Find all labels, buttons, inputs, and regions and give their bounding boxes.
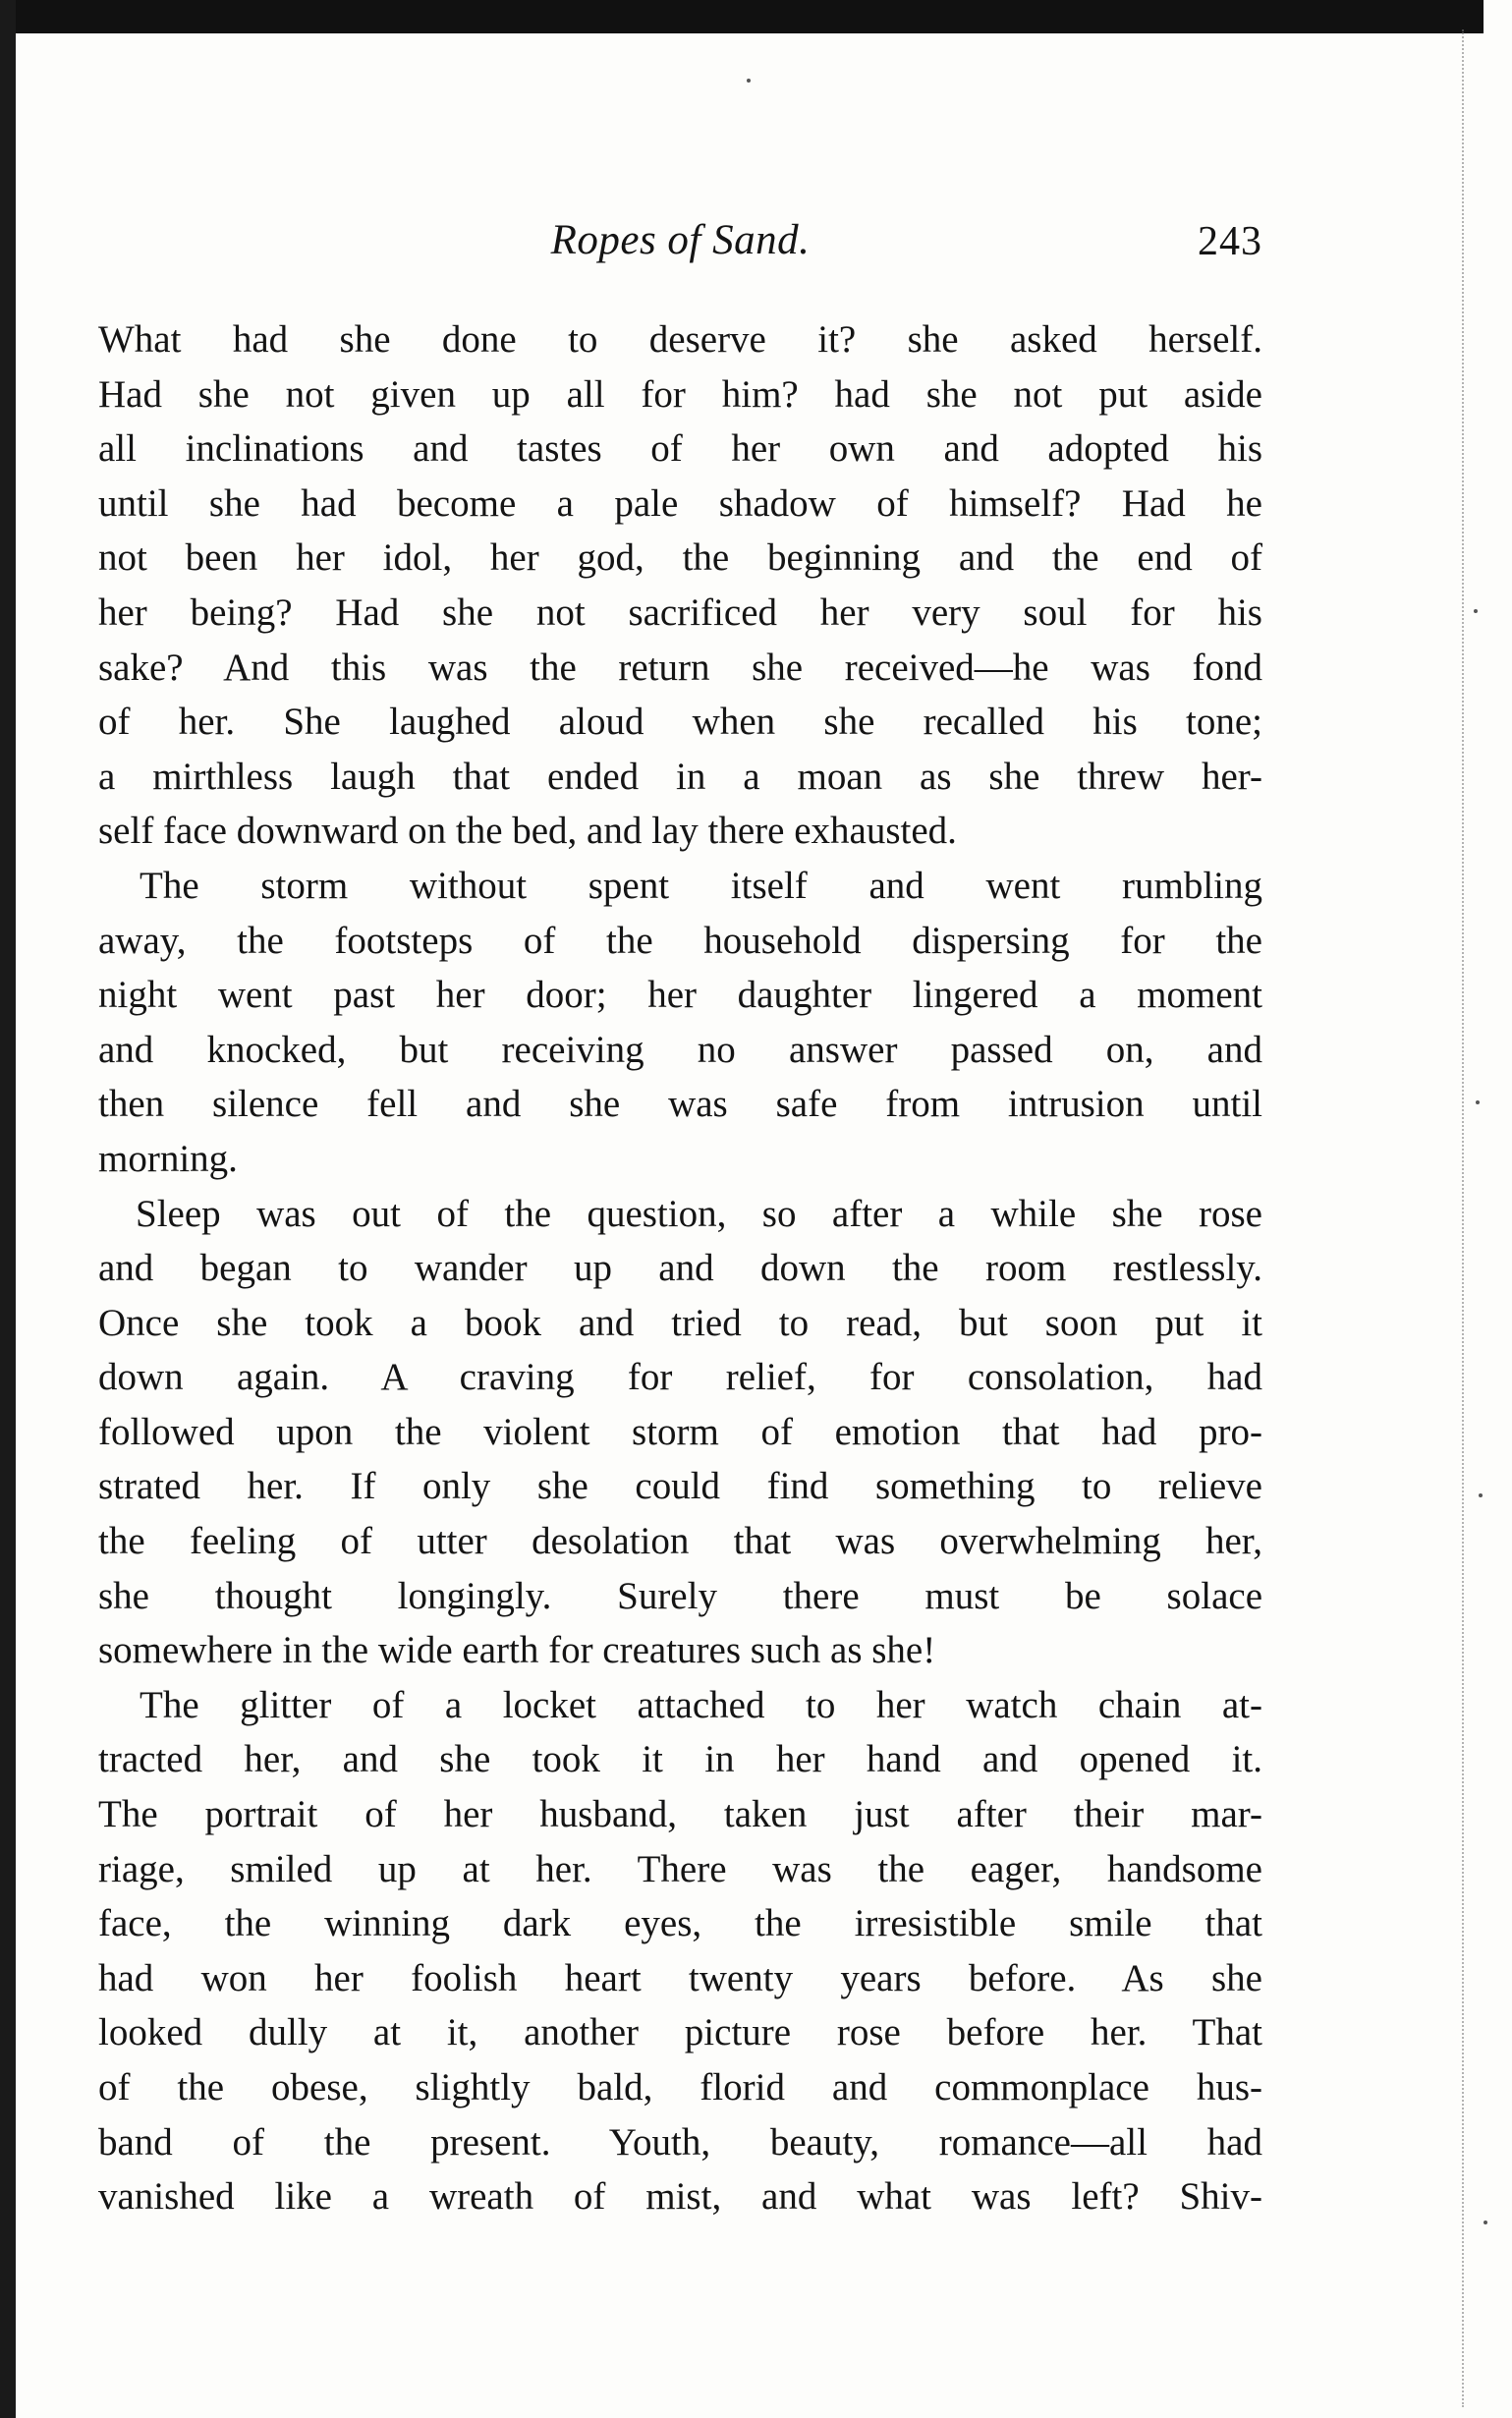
text-line: all inclinations and tastes of her own and adopted his xyxy=(98,427,1262,471)
scan-speck xyxy=(1484,2221,1487,2224)
text-line: looked dully at it, another picture rose before her. That xyxy=(98,2011,1262,2054)
text-line: Had she not given up all for him? had she not put aside xyxy=(98,372,1262,416)
page-number: 243 xyxy=(1198,219,1262,264)
text-line: The portrait of her husband, taken just after their mar- xyxy=(98,1793,1262,1836)
text-line: self face downward on the bed, and lay there exhausted. xyxy=(98,810,957,853)
text-line: The storm without spent itself and went rumbling xyxy=(140,864,1262,907)
text-line: not been her idol, her god, the beginning and the end of xyxy=(98,536,1262,580)
text-line: face, the winning dark eyes, the irresistible smile that xyxy=(98,1902,1262,1945)
text-line: of the obese, slightly bald, florid and commonplace hus- xyxy=(98,2066,1262,2109)
scan-speck xyxy=(1479,1493,1483,1497)
scan-speck xyxy=(747,79,751,83)
text-line: What had she done to deserve it? she asked herself. xyxy=(98,318,1262,361)
text-line: until she had become a pale shadow of himself? Had he xyxy=(98,481,1262,525)
text-line: riage, smiled up at her. There was the eager, handsome xyxy=(98,1847,1262,1890)
text-line: morning. xyxy=(98,1137,238,1180)
scan-border-left xyxy=(0,0,16,2418)
text-line: and knocked, but receiving no answer passed on, and xyxy=(98,1028,1262,1071)
text-line: vanished like a wreath of mist, and what was left? Shiv- xyxy=(98,2175,1262,2219)
text-line: down again. A craving for relief, for consolation, had xyxy=(98,1356,1262,1399)
scan-border-top xyxy=(0,0,1484,33)
running-title: Ropes of Sand. xyxy=(550,217,811,263)
text-line: the feeling of utter desolation that was overwhelming her, xyxy=(98,1520,1262,1563)
text-line: a mirthless laugh that ended in a moan as she threw her- xyxy=(98,755,1262,798)
text-line: followed upon the violent storm of emotion that had pro- xyxy=(98,1410,1262,1453)
text-line: and began to wander up and down the room restlessly. xyxy=(98,1247,1262,1290)
text-line: night went past her door; her daughter lingered a moment xyxy=(98,974,1262,1017)
text-line: Once she took a book and tried to read, but soon put it xyxy=(98,1301,1262,1344)
text-line: had won her foolish heart twenty years before. As she xyxy=(98,1956,1262,1999)
scan-gutter-right xyxy=(1462,29,1470,2407)
text-line: somewhere in the wide earth for creatures such as she! xyxy=(98,1629,936,1672)
text-line: of her. She laughed aloud when she recalled his tone; xyxy=(98,701,1262,744)
body-text xyxy=(98,312,1262,2224)
text-line: then silence fell and she was safe from intrusion until xyxy=(98,1083,1262,1126)
text-line: sake? And this was the return she received—he was fond xyxy=(98,646,1262,689)
scan-speck xyxy=(1476,1100,1480,1104)
text-line: The glitter of a locket attached to her watch chain at- xyxy=(140,1683,1262,1726)
text-line: Sleep was out of the question, so after a while she rose xyxy=(136,1192,1262,1235)
text-line: strated her. If only she could find something to relieve xyxy=(98,1465,1262,1508)
text-line: tracted her, and she took it in her hand and opened it. xyxy=(98,1738,1262,1781)
text-line: away, the footsteps of the household dispersing for the xyxy=(98,919,1262,962)
running-header xyxy=(98,216,1262,275)
text-line: band of the present. Youth, beauty, romance—all had xyxy=(98,2120,1262,2164)
scan-speck xyxy=(1474,609,1478,613)
text-line: her being? Had she not sacrificed her very soul for his xyxy=(98,590,1262,634)
text-line: she thought longingly. Surely there must be solace xyxy=(98,1574,1262,1617)
